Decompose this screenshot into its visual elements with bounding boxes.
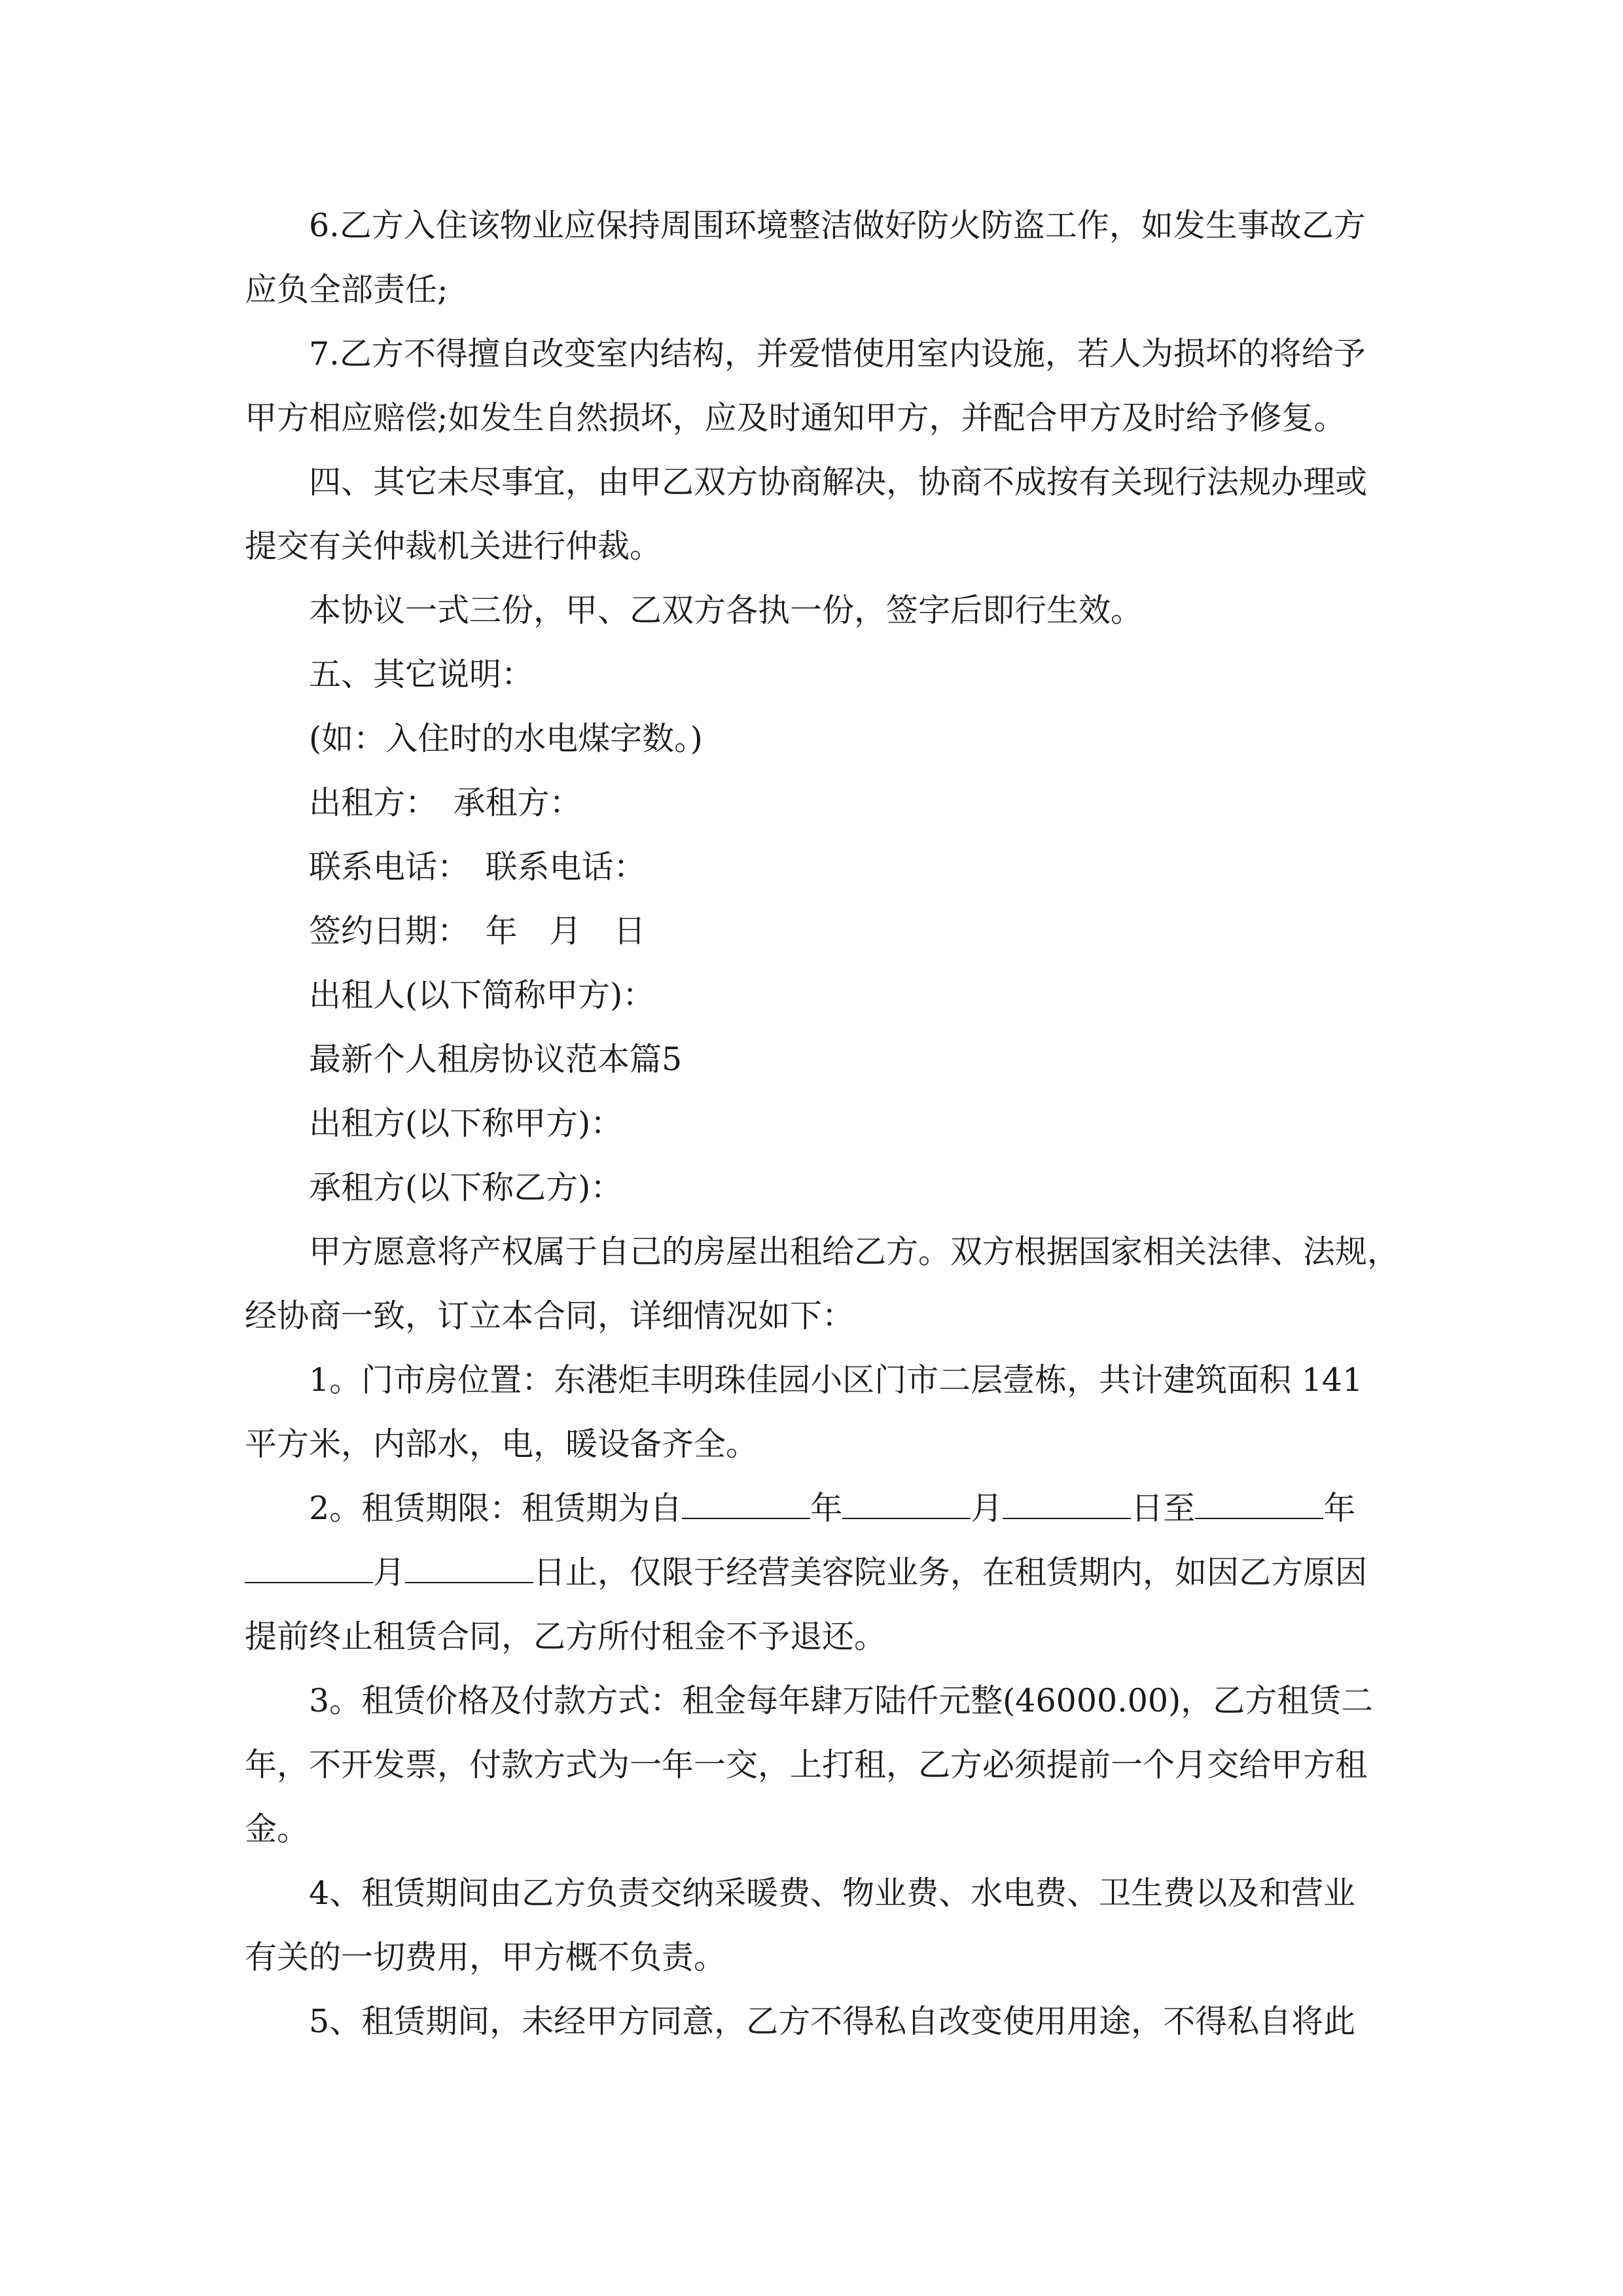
- item-1-line-1: 1。门市房位置：东港炬丰明珠佳园小区门市二层壹栋，共计建筑面积 141: [309, 1361, 1363, 1399]
- party-labels: 出租方： 承租方：: [309, 784, 582, 821]
- clause-7-line-2: 甲方相应赔偿;如发生自然损坏，应及时通知甲方，并配合甲方及时给予修复。: [245, 399, 1346, 437]
- clause-6-line-2: 应负全部责任;: [245, 271, 448, 308]
- copies-clause: 本协议一式三份，甲、乙双方各执一份，签字后即行生效。: [309, 592, 1143, 629]
- item-4-line-2: 有关的一切费用，甲方概不负责。: [245, 1939, 726, 1976]
- start-month-label: 月: [971, 1490, 1003, 1527]
- intro-line-2: 经协商一致，订立本合同，详细情况如下：: [245, 1297, 855, 1335]
- item-3-line-3: 金。: [245, 1810, 310, 1848]
- item-3-line-1: 3。租赁价格及付款方式：租金每年肆万陆仟元整(46000.00)，乙方租赁二: [309, 1682, 1374, 1719]
- clause-7-line-1: 7.乙方不得擅自改变室内结构，并爱惜使用室内设施，若人为损坏的将给予: [309, 335, 1366, 372]
- intro-line-1: 甲方愿意将产权属于自己的房屋出租给乙方。双方根据国家相关法律、法规，: [309, 1233, 1400, 1270]
- item-2-rest: 日止，仅限于经营美容院业务，在租赁期内，如因乙方原因: [533, 1554, 1368, 1591]
- lessor-abbreviation: 出租人(以下简称甲方)：: [309, 977, 655, 1014]
- start-day-label: 日至: [1131, 1490, 1196, 1527]
- start-month-blank[interactable]: [842, 1492, 971, 1519]
- end-month-label: 月: [373, 1554, 406, 1591]
- item-5-line-1: 5、租赁期间，未经甲方同意，乙方不得私自改变使用用途，不得私自将此: [309, 2003, 1356, 2040]
- section-4-line-1: 四、其它未尽事宜，由甲乙双方协商解决，协商不成按有关现行法规办理或: [309, 463, 1368, 501]
- end-month-blank[interactable]: [245, 1556, 373, 1583]
- item-2-line-1: [245, 1477, 1383, 1541]
- section-4-line-2: 提交有关仲裁机关进行仲裁。: [245, 528, 662, 565]
- end-day-blank[interactable]: [405, 1556, 533, 1583]
- template-5-heading: 最新个人租房协议范本篇5: [309, 1041, 683, 1078]
- section-5-heading: 五、其它说明：: [309, 656, 534, 693]
- contract-text: [245, 194, 1400, 2054]
- lessee-label: 承租方(以下称乙方)：: [309, 1169, 623, 1206]
- sign-date: 签约日期： 年 月 日: [309, 912, 646, 950]
- item-4-line-1: 4、租赁期间由乙方负责交纳采暖费、物业费、水电费、卫生费以及和营业: [309, 1874, 1356, 1912]
- start-day-blank[interactable]: [1003, 1492, 1131, 1519]
- phone-labels: 联系电话： 联系电话：: [309, 848, 646, 886]
- item-2-line-3: 提前终止租赁合同，乙方所付租金不予退还。: [245, 1618, 887, 1655]
- lessor-label: 出租方(以下称甲方)：: [309, 1105, 623, 1142]
- item-2-lead: 2。租赁期限：租赁期为自: [309, 1490, 683, 1527]
- end-year-label: 年: [1323, 1490, 1356, 1527]
- item-3-line-2: 年，不开发票，付款方式为一年一交，上打租，乙方必须提前一个月交给甲方租: [245, 1746, 1368, 1784]
- section-5-note: (如：入住时的水电煤字数。): [309, 720, 703, 757]
- start-year-label: 年: [810, 1490, 843, 1527]
- start-year-blank[interactable]: [682, 1492, 810, 1519]
- clause-6-line-1: 6.乙方入住该物业应保持周围环境整洁做好防火防盗工作，如发生事故乙方: [309, 207, 1366, 244]
- item-2-line-2: [245, 1541, 1383, 1605]
- end-year-blank[interactable]: [1195, 1492, 1323, 1519]
- item-1-line-2: 平方米，内部水，电，暖设备齐全。: [245, 1426, 758, 1463]
